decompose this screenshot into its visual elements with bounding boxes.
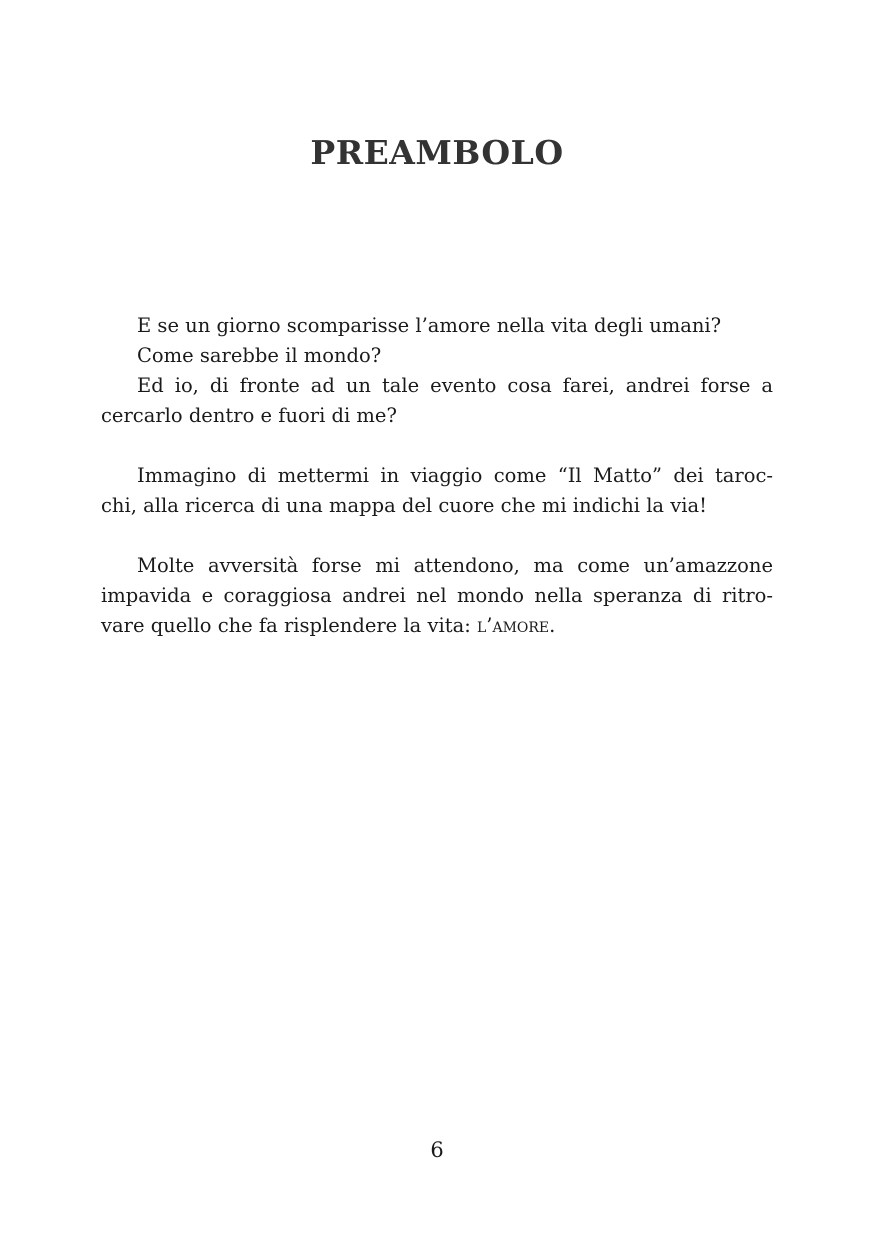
- paragraph-spacer: [101, 521, 773, 551]
- page-number: 6: [430, 1138, 444, 1162]
- paragraph-1-line-1: E se un giorno scomparisse l’amore nella vita degli umani?: [137, 314, 722, 337]
- paragraph-5-line-2: impavida e coraggiosa andrei nel mondo nella speranza di ritro-: [101, 584, 773, 607]
- paragraph-5-ending: .: [549, 614, 556, 637]
- paragraph-5-line-3: [101, 611, 773, 641]
- paragraph-spacer: [101, 431, 773, 461]
- emphasis-love: l’amore: [476, 614, 550, 637]
- paragraph-4-line-2: chi, alla ricerca di una mappa del cuore che mi indichi la via!: [101, 494, 707, 517]
- paragraph-5-line-1: Molte avversità forse mi attendono, ma come un’amazzone: [137, 554, 773, 577]
- paragraph-3-line-2: cercarlo dentro e fuori di me?: [101, 404, 397, 427]
- paragraph-2-line-1: Come sarebbe il mondo?: [137, 344, 382, 367]
- paragraph-4-line-1: Immagino di mettermi in viaggio come “Il Matto” dei taroc-: [137, 464, 773, 487]
- chapter-title: PREAMBOLO: [310, 133, 564, 172]
- body-text: [101, 311, 773, 641]
- paragraph-3-line-1: Ed io, di fronte ad un tale evento cosa farei, andrei forse a: [137, 374, 773, 397]
- paragraph-5-line-3-text: vare quello che fa risplendere la vita:: [101, 614, 477, 637]
